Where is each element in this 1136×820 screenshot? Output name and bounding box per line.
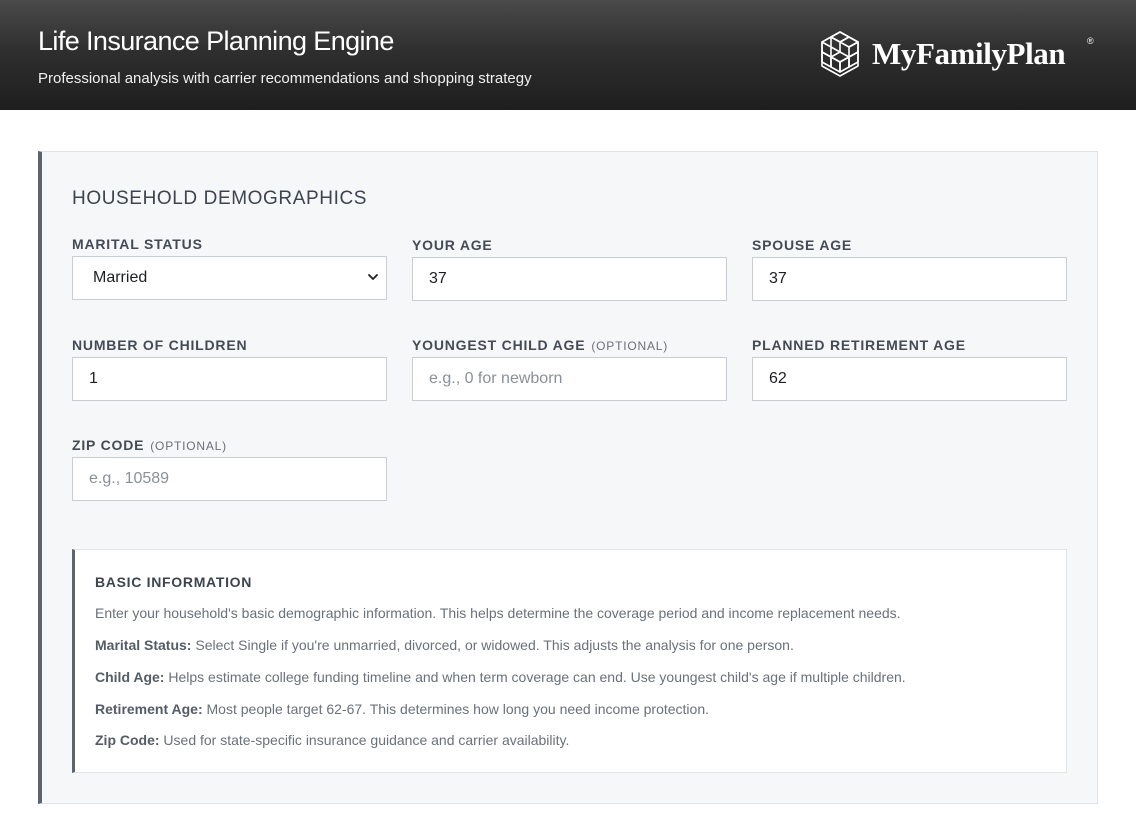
demographics-card: [38, 151, 1098, 804]
zip-code-label-text: ZIP CODE: [72, 437, 145, 453]
youngest-child-age-input[interactable]: [412, 357, 727, 401]
zip-code-field: [72, 437, 387, 501]
marital-status-select[interactable]: [72, 256, 387, 300]
spouse-age-label: SPOUSE AGE: [752, 237, 853, 253]
youngest-child-age-field: [412, 337, 727, 401]
number-of-children-input[interactable]: [72, 357, 387, 401]
page-subtitle: Professional analysis with carrier recommendations and shopping strategy: [38, 70, 532, 87]
number-of-children-field: [72, 337, 387, 401]
marital-status-field: [72, 236, 387, 300]
info-text: Helps estimate college funding timeline and when term coverage can end. Use youngest child's age if multiple children.: [164, 669, 906, 685]
retirement-age-label: PLANNED RETIREMENT AGE: [752, 337, 966, 353]
marital-status-value: Married: [93, 269, 148, 286]
info-item-child-age: [95, 669, 906, 685]
info-text: Used for state-specific insurance guidance and carrier availability.: [159, 732, 570, 748]
info-text: Most people target 62-67. This determines how long you need income protection.: [202, 701, 709, 717]
your-age-label: YOUR AGE: [412, 237, 493, 253]
chevron-down-icon: [366, 270, 380, 284]
youngest-child-age-label-text: YOUNGEST CHILD AGE: [412, 337, 586, 353]
marital-status-label: MARITAL STATUS: [72, 236, 203, 252]
logo-text: MyFamilyPlan: [872, 36, 1066, 71]
your-age-field: [412, 237, 727, 301]
cube-logo-icon: [816, 30, 864, 78]
spouse-age-input[interactable]: [752, 257, 1067, 301]
retirement-age-field: [752, 337, 1067, 401]
retirement-age-input[interactable]: [752, 357, 1067, 401]
optional-tag: (OPTIONAL): [591, 339, 669, 353]
optional-tag: (OPTIONAL): [150, 439, 227, 453]
info-term: Zip Code:: [95, 732, 160, 748]
section-title: HOUSEHOLD DEMOGRAPHICS: [72, 188, 368, 209]
registered-mark: ®: [1087, 36, 1094, 46]
info-title: BASIC INFORMATION: [95, 574, 253, 590]
youngest-child-age-label: [412, 337, 727, 357]
page-title: Life Insurance Planning Engine: [38, 26, 394, 56]
app-header: [0, 0, 1136, 110]
your-age-input[interactable]: [412, 257, 727, 301]
brand-logo[interactable]: [816, 30, 1096, 80]
info-term: Retirement Age:: [95, 701, 203, 717]
info-item-zip-code: [95, 732, 569, 748]
info-intro: Enter your household's basic demographic information. This helps determine the coverage period and income replacement needs.: [95, 605, 901, 621]
number-of-children-label: NUMBER OF CHILDREN: [72, 337, 248, 353]
info-text: Select Single if you're unmarried, divorced, or widowed. This adjusts the analysis for one person.: [191, 637, 794, 653]
zip-code-label: [72, 437, 387, 457]
info-item-retirement-age: [95, 701, 709, 717]
info-term: Marital Status:: [95, 637, 192, 653]
info-item-marital-status: [95, 637, 794, 653]
spouse-age-field: [752, 237, 1067, 301]
zip-code-input[interactable]: [72, 457, 387, 501]
basic-information-panel: [72, 549, 1067, 773]
info-term: Child Age:: [95, 669, 165, 685]
